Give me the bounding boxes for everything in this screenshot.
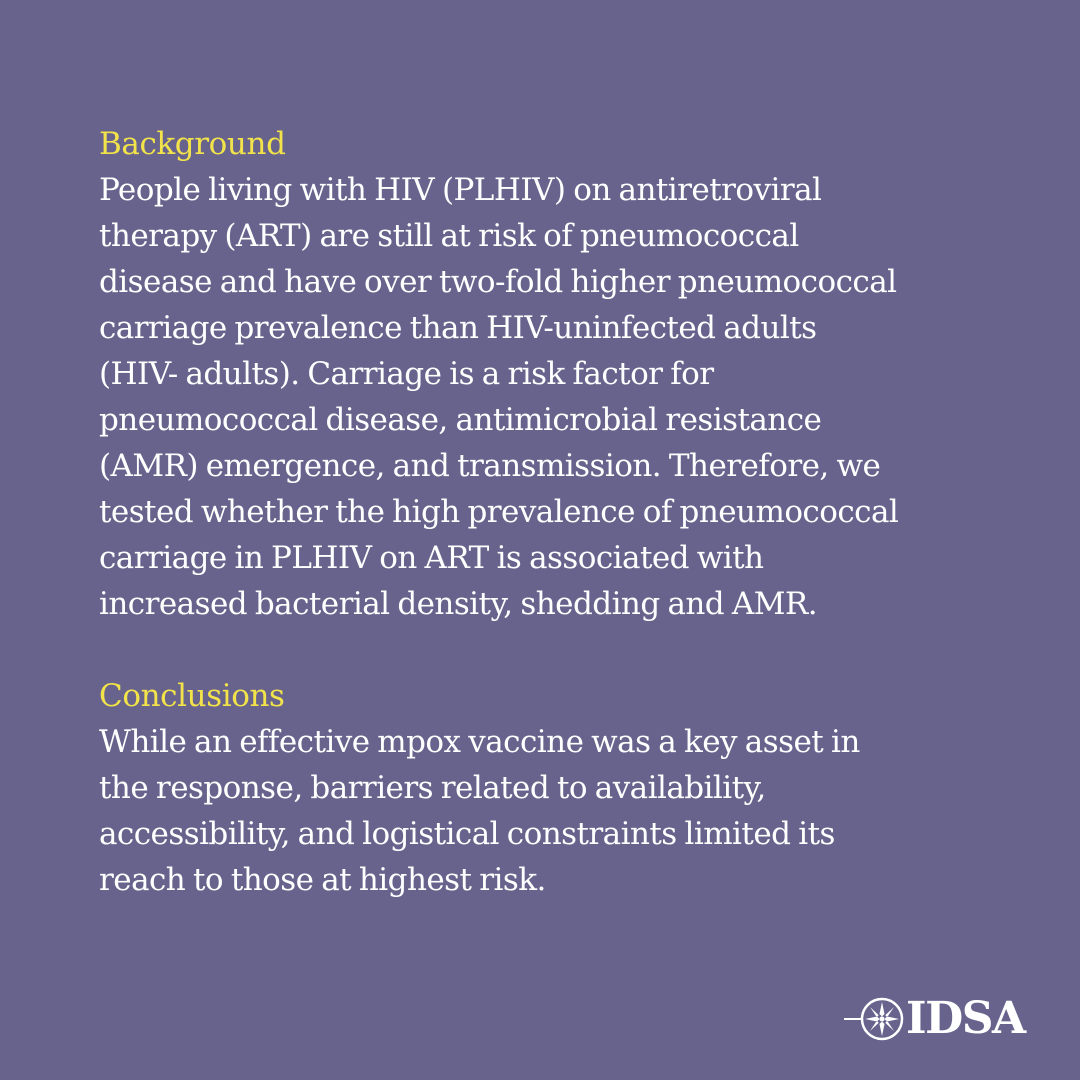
background-line: (HIV- adults). Carriage is a risk factor for bbox=[99, 356, 714, 392]
background-section bbox=[99, 121, 999, 627]
conclusions-line: the response, barriers related to availability, bbox=[99, 770, 766, 806]
idsa-wordmark: IDSA bbox=[906, 993, 1025, 1044]
conclusions-text bbox=[99, 719, 999, 903]
background-line: carriage in PLHIV on ART is associated with bbox=[99, 540, 764, 576]
background-line: (AMR) emergence, and transmission. Therefore, we bbox=[99, 448, 881, 484]
background-line: People living with HIV (PLHIV) on antiretroviral bbox=[99, 172, 822, 208]
star-compass-icon bbox=[842, 994, 906, 1044]
background-line: pneumococcal disease, antimicrobial resistance bbox=[99, 402, 822, 438]
background-line: tested whether the high prevalence of pneumococcal bbox=[99, 494, 899, 530]
conclusions-section bbox=[99, 673, 999, 903]
background-text bbox=[99, 167, 999, 627]
conclusions-line: While an effective mpox vaccine was a key asset in bbox=[99, 724, 860, 760]
background-line: therapy (ART) are still at risk of pneumococcal bbox=[99, 218, 799, 254]
idsa-logo bbox=[842, 994, 1042, 1044]
conclusions-line: reach to those at highest risk. bbox=[99, 862, 546, 898]
abstract-content bbox=[99, 121, 999, 903]
background-heading: Background bbox=[99, 126, 286, 162]
background-line: carriage prevalence than HIV-uninfected adults bbox=[99, 310, 817, 346]
background-line: disease and have over two-fold higher pneumococcal bbox=[99, 264, 897, 300]
background-line: increased bacterial density, shedding and AMR. bbox=[99, 586, 818, 622]
conclusions-heading: Conclusions bbox=[99, 678, 285, 714]
conclusions-line: accessibility, and logistical constraints limited its bbox=[99, 816, 835, 852]
